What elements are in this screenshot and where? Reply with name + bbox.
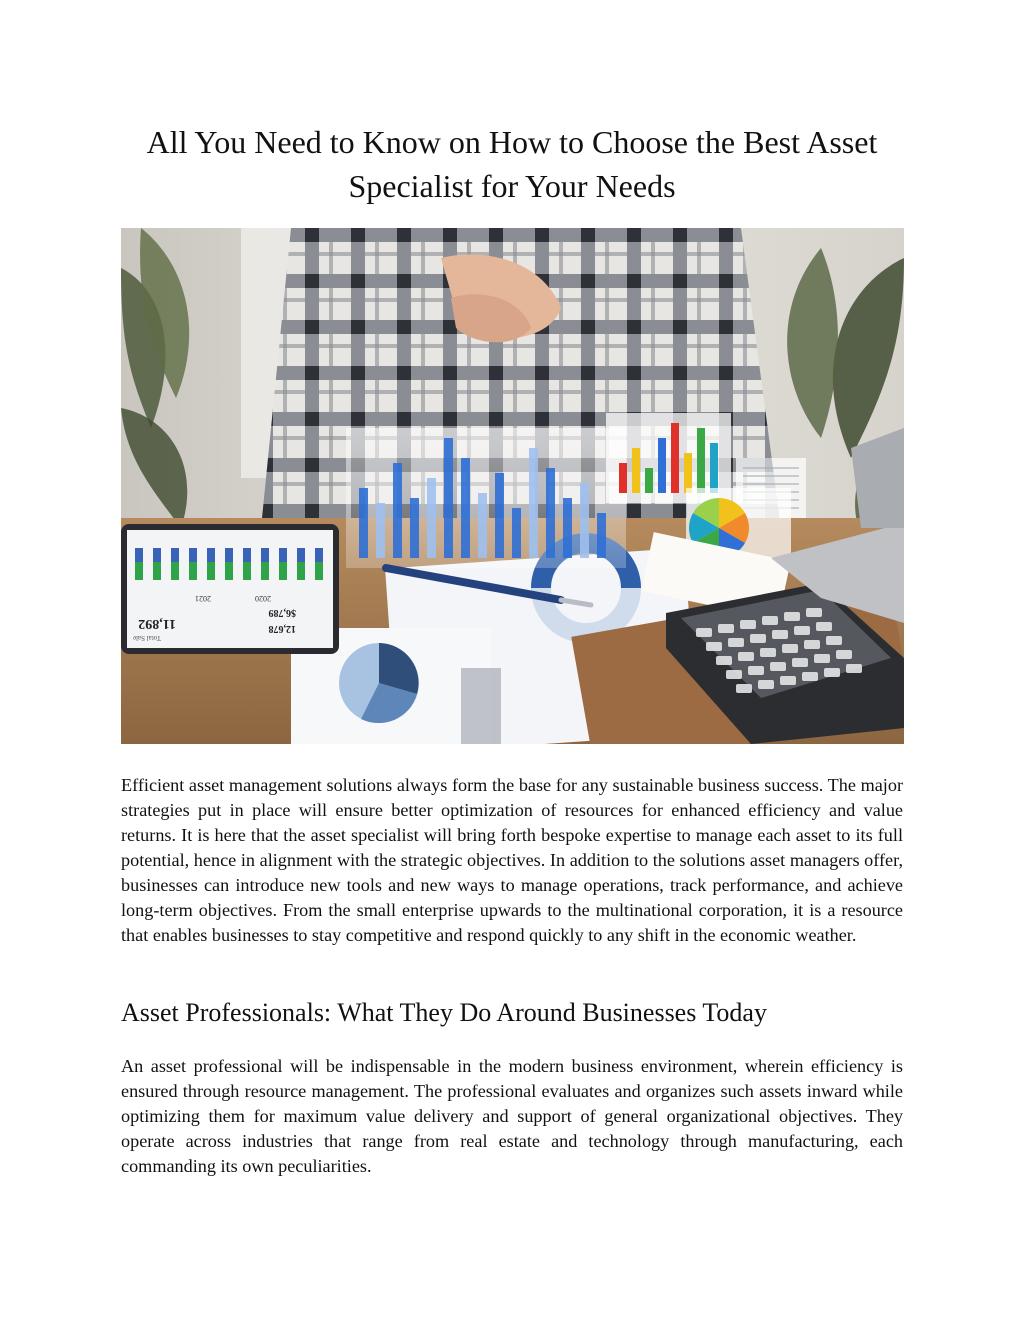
tablet-year-1: 2020 [255, 594, 271, 603]
holo-bar [461, 458, 470, 558]
color-bar [697, 428, 705, 493]
tablet-figure-total: 11,892 [138, 616, 176, 631]
tablet-label: Total Sale [132, 634, 161, 642]
color-bar [619, 463, 627, 493]
section-paragraph: An asset professional will be indispensable in the modern business environment, wherein efficiency is ensured through resource management. The professional evaluates and organizes such assets inward while optimizing them for maximum value delivery and support of general organizational objectives. They operate across industries that range from real estate and technology through manufacturing, each commanding its own peculiarities. [121, 1056, 903, 1176]
color-bar [632, 448, 640, 493]
holo-bar [546, 468, 555, 558]
tablet-figure-3: 12,678 [268, 623, 296, 634]
holo-bar [597, 513, 606, 558]
tablet-year-2: 2021 [195, 594, 211, 603]
tablet-device [121, 524, 339, 654]
color-bar [645, 468, 653, 493]
color-bar [658, 438, 666, 493]
holo-bar [563, 498, 572, 558]
clipboard-clip [461, 668, 501, 744]
holo-bar [359, 488, 368, 558]
holo-bar [393, 463, 402, 558]
color-bar [671, 423, 679, 493]
report-pie [339, 643, 419, 723]
holo-bar [376, 503, 385, 558]
hero-image [121, 228, 904, 744]
section-heading: Asset Professionals: What They Do Around Businesses Today [121, 998, 767, 1027]
holo-bar [529, 448, 538, 558]
holo-bar [410, 498, 419, 558]
tablet-figure-2: $6,789 [268, 607, 296, 618]
color-bar [710, 443, 718, 493]
color-bar [684, 453, 692, 493]
hologram-bar-chart [346, 428, 626, 568]
document-title: All You Need to Know on How to Choose the Best Asset Specialist for Your Needs [146, 124, 878, 204]
holo-bar [512, 508, 521, 558]
hero-illustration [121, 228, 904, 744]
intro-paragraph: Efficient asset management solutions always form the base for any sustainable business success. The major strategies put in place will ensure better optimization of resources for enhanced efficiency and value returns. It is here that the asset specialist will bring forth bespoke expertise to manage each asset to its full potential, hence in alignment with the strategic objectives. In addition to the solutions asset managers offer, businesses can introduce new tools and new ways to manage operations, track performance, and achieve long-term objectives. From the small enterprise upwards to the multinational corporation, it is a resource that enables businesses to stay competitive and respond quickly to any shift in the economic weather. [121, 775, 903, 945]
holo-bar [580, 483, 589, 558]
holo-bar [427, 478, 436, 558]
holo-bar [478, 493, 487, 558]
holo-bar [444, 438, 453, 558]
holo-bar [495, 473, 504, 558]
